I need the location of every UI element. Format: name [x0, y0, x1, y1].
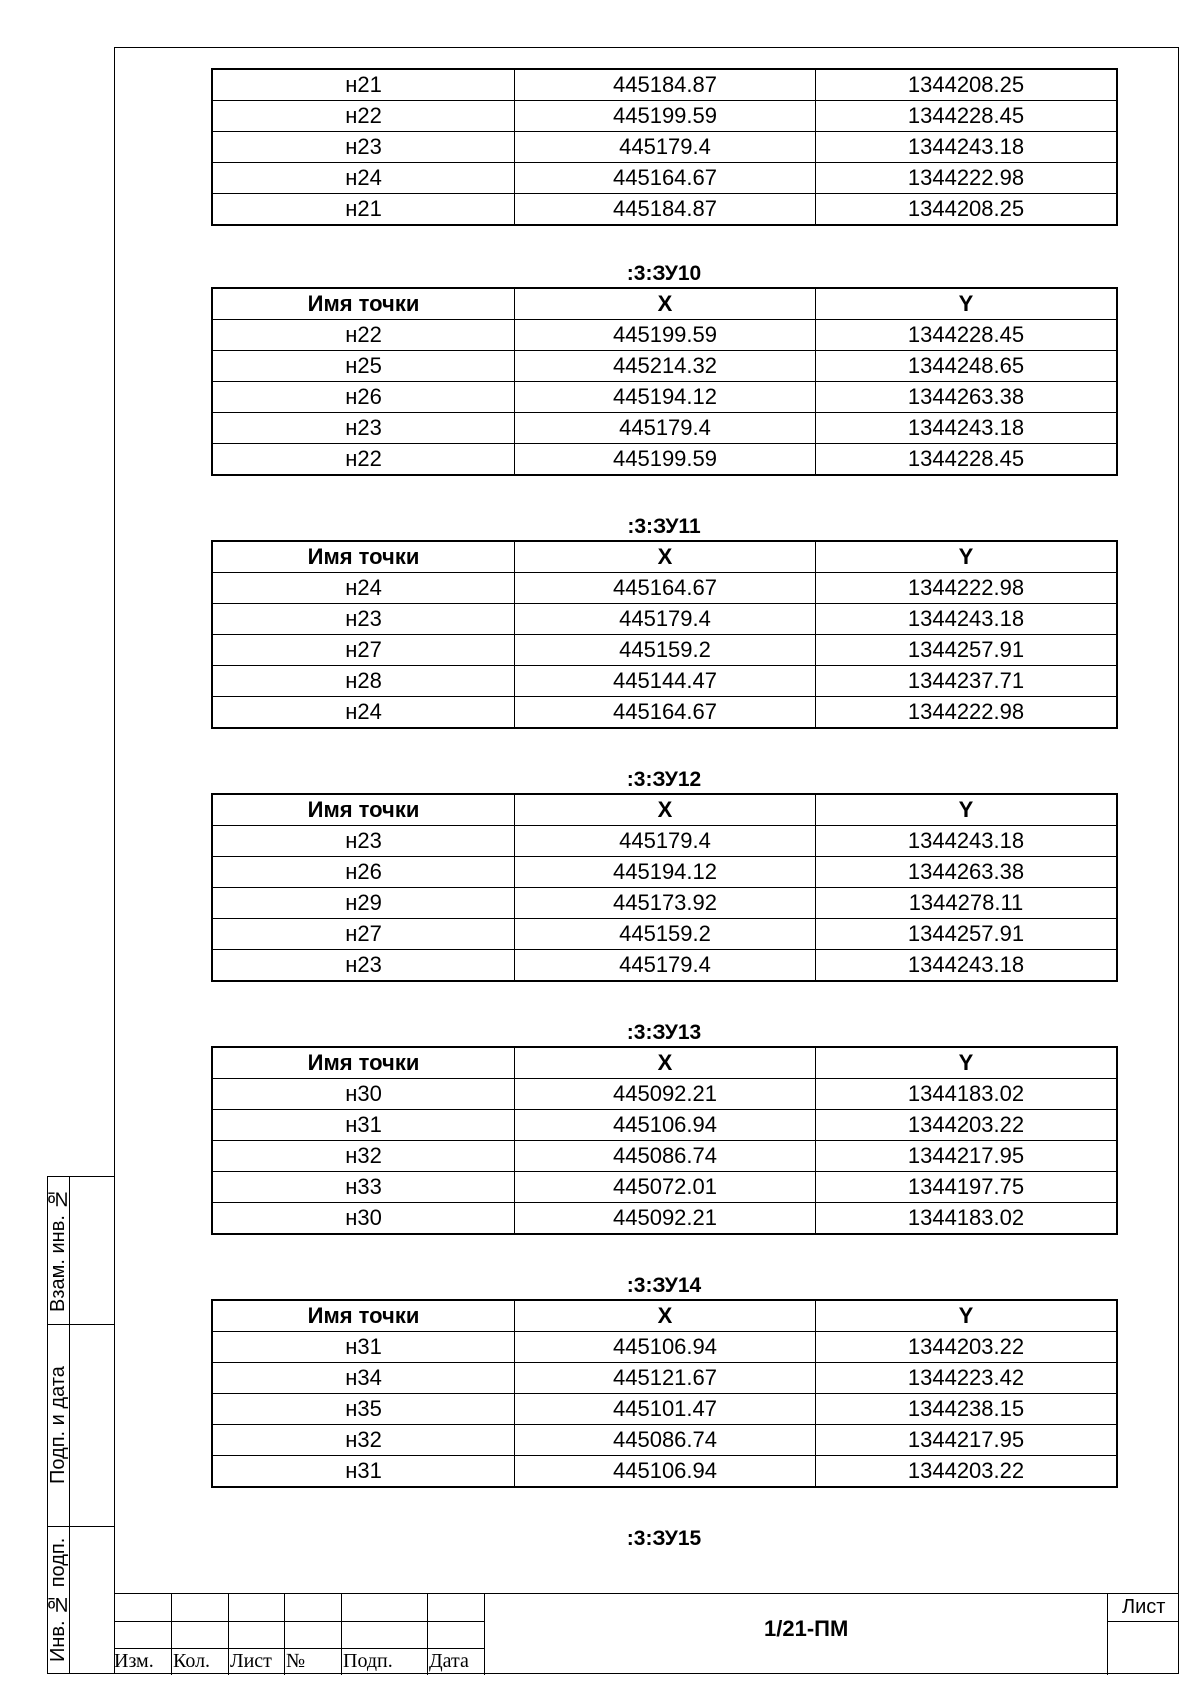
- table-row: [213, 1079, 1117, 1110]
- table-row: [213, 194, 1117, 225]
- y-value: 1344203.22: [816, 1332, 1117, 1363]
- table-row: [213, 888, 1117, 919]
- point-name: н34: [213, 1363, 515, 1394]
- y-value: 1344228.45: [816, 444, 1117, 475]
- point-name: н23: [213, 950, 515, 981]
- table-title: :3:ЗУ10: [626, 262, 702, 285]
- point-name: н23: [213, 604, 515, 635]
- point-name: н29: [213, 888, 515, 919]
- x-value: 445199.59: [515, 444, 816, 475]
- table-row: [213, 1425, 1117, 1456]
- header-y: Y: [816, 289, 1117, 320]
- tb-divider: [341, 1594, 342, 1675]
- x-value: 445164.67: [515, 573, 816, 604]
- table-row: [213, 1332, 1117, 1363]
- y-value: 1344222.98: [816, 573, 1117, 604]
- y-value: 1344197.75: [816, 1172, 1117, 1203]
- header-point-name: Имя точки: [213, 795, 515, 826]
- document-code: 1/21-ПМ: [764, 1616, 849, 1641]
- header-y: Y: [816, 795, 1117, 826]
- table-row: [213, 919, 1117, 950]
- y-value: 1344248.65: [816, 351, 1117, 382]
- x-value: 445214.32: [515, 351, 816, 382]
- coord-table-zu12: [212, 794, 1117, 981]
- x-value: 445179.4: [515, 950, 816, 981]
- x-value: 445106.94: [515, 1110, 816, 1141]
- header-y: Y: [816, 1301, 1117, 1332]
- tb-divider: [427, 1594, 428, 1675]
- y-value: 1344217.95: [816, 1141, 1117, 1172]
- table-row: [213, 70, 1117, 101]
- x-value: 445106.94: [515, 1456, 816, 1487]
- y-value: 1344208.25: [816, 194, 1117, 225]
- point-name: н23: [213, 413, 515, 444]
- tb-divider: [484, 1594, 485, 1675]
- table-row: [213, 320, 1117, 351]
- point-name: н31: [213, 1110, 515, 1141]
- table-row: [213, 1456, 1117, 1487]
- tb-divider: [228, 1594, 229, 1675]
- tb-row-line: [114, 1621, 485, 1622]
- y-value: 1344238.15: [816, 1394, 1117, 1425]
- y-value: 1344183.02: [816, 1203, 1117, 1234]
- table-header-row: [213, 1048, 1117, 1079]
- tb-divider: [1107, 1594, 1108, 1675]
- table-row: [213, 132, 1117, 163]
- col-podp: Подп.: [343, 1650, 393, 1672]
- x-value: 445179.4: [515, 826, 816, 857]
- coord-table-zu10: [212, 288, 1117, 475]
- point-name: н23: [213, 132, 515, 163]
- header-x: X: [515, 795, 816, 826]
- x-value: 445199.59: [515, 101, 816, 132]
- x-value: 445072.01: [515, 1172, 816, 1203]
- table-row: [213, 413, 1117, 444]
- table-row: [213, 351, 1117, 382]
- table-row: [213, 1110, 1117, 1141]
- point-name: н21: [213, 194, 515, 225]
- table-header-row: [213, 289, 1117, 320]
- x-value: 445092.21: [515, 1203, 816, 1234]
- x-value: 445159.2: [515, 919, 816, 950]
- point-name: н32: [213, 1141, 515, 1172]
- y-value: 1344228.45: [816, 320, 1117, 351]
- table-row: [213, 826, 1117, 857]
- header-point-name: Имя точки: [213, 289, 515, 320]
- point-name: н31: [213, 1332, 515, 1363]
- x-value: 445106.94: [515, 1332, 816, 1363]
- coord-table-zu14: [212, 1300, 1117, 1487]
- header-x: X: [515, 542, 816, 573]
- x-value: 445164.67: [515, 163, 816, 194]
- header-point-name: Имя точки: [213, 1301, 515, 1332]
- point-name: н24: [213, 697, 515, 728]
- table-row: [213, 857, 1117, 888]
- table-row: [213, 950, 1117, 981]
- table-row: [213, 163, 1117, 194]
- table-header-row: [213, 795, 1117, 826]
- x-value: 445164.67: [515, 697, 816, 728]
- col-izm: Изм.: [114, 1650, 154, 1672]
- y-value: 1344237.71: [816, 666, 1117, 697]
- table-title: :3:ЗУ12: [626, 768, 702, 791]
- table-row: [213, 1394, 1117, 1425]
- x-value: 445121.67: [515, 1363, 816, 1394]
- y-value: 1344243.18: [816, 950, 1117, 981]
- point-name: н21: [213, 70, 515, 101]
- y-value: 1344278.11: [816, 888, 1117, 919]
- y-value: 1344257.91: [816, 919, 1117, 950]
- col-data: Дата: [429, 1650, 469, 1672]
- x-value: 445194.12: [515, 857, 816, 888]
- y-value: 1344263.38: [816, 857, 1117, 888]
- y-value: 1344243.18: [816, 413, 1117, 444]
- sheet-cell-line: [1107, 1621, 1179, 1622]
- point-name: н33: [213, 1172, 515, 1203]
- y-value: 1344203.22: [816, 1110, 1117, 1141]
- tb-divider: [284, 1594, 285, 1675]
- point-name: н23: [213, 826, 515, 857]
- x-value: 445184.87: [515, 194, 816, 225]
- table-row: [213, 101, 1117, 132]
- x-value: 445179.4: [515, 413, 816, 444]
- table-row: [213, 1141, 1117, 1172]
- header-y: Y: [816, 1048, 1117, 1079]
- x-value: 445086.74: [515, 1141, 816, 1172]
- point-name: н26: [213, 382, 515, 413]
- col-kol: Кол.: [173, 1650, 211, 1672]
- table-row: [213, 382, 1117, 413]
- table-title: :3:ЗУ13: [626, 1021, 702, 1044]
- x-value: 445179.4: [515, 604, 816, 635]
- table-row: [213, 666, 1117, 697]
- coord-table-zu11: [212, 541, 1117, 728]
- col-num: №: [286, 1650, 306, 1672]
- y-value: 1344223.42: [816, 1363, 1117, 1394]
- title-block: [114, 1593, 1179, 1674]
- header-point-name: Имя точки: [213, 542, 515, 573]
- point-name: н24: [213, 573, 515, 604]
- table-row: [213, 444, 1117, 475]
- x-value: 445194.12: [515, 382, 816, 413]
- point-name: н22: [213, 320, 515, 351]
- y-value: 1344243.18: [816, 826, 1117, 857]
- point-name: н28: [213, 666, 515, 697]
- header-x: X: [515, 1048, 816, 1079]
- header-x: X: [515, 289, 816, 320]
- replacement-inv-label: Взам. инв. №: [47, 1187, 69, 1313]
- table-row: [213, 1172, 1117, 1203]
- table-row: [213, 697, 1117, 728]
- table-title: :3:ЗУ14: [626, 1274, 702, 1297]
- tb-row-line: [114, 1648, 485, 1649]
- point-name: н25: [213, 351, 515, 382]
- point-name: н27: [213, 635, 515, 666]
- point-name: н35: [213, 1394, 515, 1425]
- table-row: [213, 635, 1117, 666]
- table-row: [213, 604, 1117, 635]
- point-name: н31: [213, 1456, 515, 1487]
- x-value: 445184.87: [515, 70, 816, 101]
- coord-table-continued: [212, 69, 1117, 225]
- col-list: Лист: [230, 1650, 272, 1672]
- x-value: 445179.4: [515, 132, 816, 163]
- table-header-row: [213, 542, 1117, 573]
- point-name: н32: [213, 1425, 515, 1456]
- x-value: 445159.2: [515, 635, 816, 666]
- y-value: 1344222.98: [816, 163, 1117, 194]
- original-inv-label: Инв. № подп.: [47, 1537, 69, 1663]
- x-value: 445101.47: [515, 1394, 816, 1425]
- y-value: 1344243.18: [816, 604, 1117, 635]
- table-row: [213, 1363, 1117, 1394]
- table-title: :3:ЗУ15: [626, 1527, 702, 1550]
- x-value: 445092.21: [515, 1079, 816, 1110]
- y-value: 1344183.02: [816, 1079, 1117, 1110]
- y-value: 1344208.25: [816, 70, 1117, 101]
- sheet-label: Лист: [1122, 1596, 1166, 1618]
- point-name: н22: [213, 101, 515, 132]
- point-name: н24: [213, 163, 515, 194]
- x-value: 445173.92: [515, 888, 816, 919]
- table-row: [213, 1203, 1117, 1234]
- point-name: н30: [213, 1203, 515, 1234]
- point-name: н27: [213, 919, 515, 950]
- header-y: Y: [816, 542, 1117, 573]
- point-name: н30: [213, 1079, 515, 1110]
- x-value: 445144.47: [515, 666, 816, 697]
- header-x: X: [515, 1301, 816, 1332]
- point-name: н22: [213, 444, 515, 475]
- y-value: 1344203.22: [816, 1456, 1117, 1487]
- y-value: 1344263.38: [816, 382, 1117, 413]
- y-value: 1344243.18: [816, 132, 1117, 163]
- tb-divider: [171, 1594, 172, 1675]
- x-value: 445086.74: [515, 1425, 816, 1456]
- table-header-row: [213, 1301, 1117, 1332]
- table-title: :3:ЗУ11: [627, 515, 701, 538]
- y-value: 1344217.95: [816, 1425, 1117, 1456]
- y-value: 1344257.91: [816, 635, 1117, 666]
- header-point-name: Имя точки: [213, 1048, 515, 1079]
- coord-table-zu13: [212, 1047, 1117, 1234]
- sign-date-label: Подп. и дата: [47, 1366, 69, 1484]
- point-name: н26: [213, 857, 515, 888]
- y-value: 1344222.98: [816, 697, 1117, 728]
- table-row: [213, 573, 1117, 604]
- y-value: 1344228.45: [816, 101, 1117, 132]
- x-value: 445199.59: [515, 320, 816, 351]
